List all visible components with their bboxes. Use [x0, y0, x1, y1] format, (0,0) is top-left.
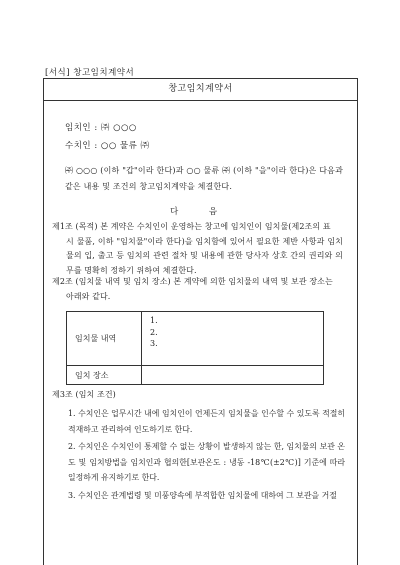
section-heading: 다 음: [169, 207, 232, 217]
location-value-cell: [142, 366, 324, 385]
location-label-cell: 임치 장소: [67, 366, 142, 385]
item-line: 1.: [150, 316, 158, 325]
article-1-body: 시 물품, 이하 "임치물"이라 한다)을 임치함에 있어서 필요한 제반 사항과 임치물의 입, 출고 등 임치의 관련 절차 및 내용에 관한 당사자 상호 간의 권리와 의무를 명확히 정하기 위하여 체결한다.: [66, 236, 343, 275]
keeper-line: 수치인 : ○○ 물류 ㈜: [65, 141, 150, 151]
article-2: [52, 275, 343, 304]
contract-sheet: [43, 78, 358, 565]
item-line: 2.: [150, 327, 158, 337]
depositor-line: 임치인 : ㈜ ○○○: [65, 123, 137, 133]
items-label-cell: 임치물 내역: [67, 312, 142, 366]
article-3-item: 2. 수치인은 수치인이 통제할 수 없는 상황이 발생하지 않는 한, 임치물의 보관 온도 및 임치방법을 임치인과 협의한[보관온도 : 냉동 -18℃(±2℃)] 기준에 따라 일정하게 유지하기로 한다.: [68, 442, 345, 482]
article-1-head: 제1조 (목적) 본 계약은 수치인이 운영하는 창고에 임치인이 임치물(제2조의 표: [52, 222, 331, 231]
article-2-head: 제2조 (임치물 내역 및 임치 장소) 본 계약에 의한 임치물의 내역 및 보관 장소는: [52, 277, 333, 286]
intro-paragraph: ㈜ ○○○ (이하 "갑"이라 한다)과 ○○ 물류 ㈜ (이하 "을"이라 한다)은 다음과 같은 내용 및 조건의 창고임치계약을 체결한다.: [65, 166, 343, 191]
article-3-head: 제3조 (임치 조건): [52, 390, 116, 399]
article-3-item: 3. 수치인은 관계법령 및 미풍양속에 부적합한 임치물에 대하여 그 보관을 거절: [68, 491, 337, 500]
article-3-item: 1. 수치인은 업무시간 내에 임치인이 언제든지 임치물을 인수할 수 있도록 적절히 적재하고 관리하여 인도하기로 한다.: [68, 409, 345, 434]
article-1: [52, 220, 343, 278]
deposit-items-table: [66, 311, 324, 385]
document-title: 창고임치계약서: [44, 79, 357, 101]
items-list-cell: [142, 312, 324, 366]
form-label: [서식] 창고임치계약서: [45, 68, 135, 78]
item-line: 3.: [150, 339, 158, 348]
article-2-body: 아래와 같다.: [66, 291, 111, 301]
